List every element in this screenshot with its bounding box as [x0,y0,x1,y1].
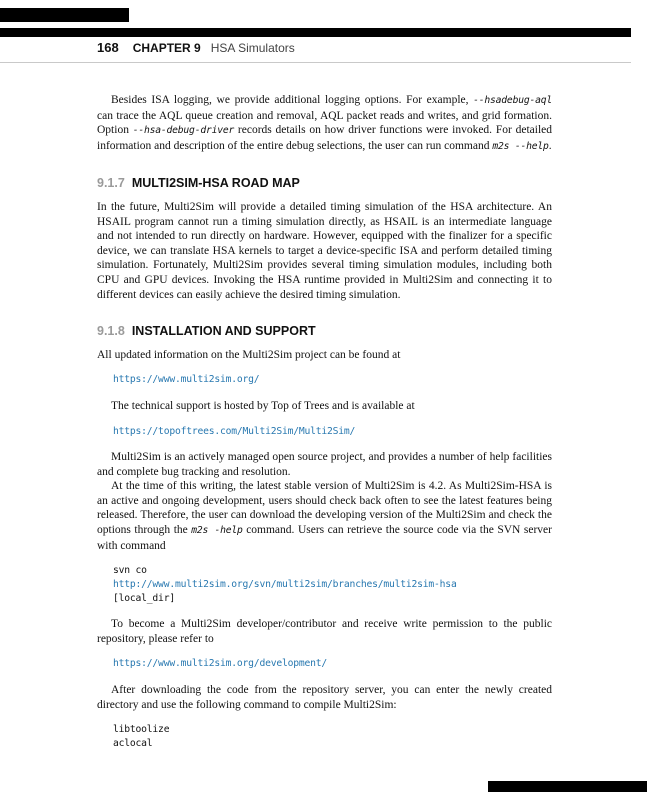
link-multi2sim-development[interactable]: https://www.multi2sim.org/development/ [113,658,328,670]
intro-paragraph: Besides ISA logging, we provide additional logging options. For example, --hsadebug-aql can trace the AQL queue creation and removal, AQL packet reads and writes, and grid formation. Option --hsa-debug-driver records details on how driver functions were invoked. For detailed information and description of the entire debug selections, the user can run command m2s --help. [97,94,552,152]
allinfo-paragraph: All updated information on the Multi2Sim project can be found at [97,348,401,361]
chapter-label: CHAPTER 9 [132,41,201,55]
section-title: MULTI2SIM-HSA ROAD MAP [131,176,300,191]
section-heading-install [97,324,552,339]
section-number: 9.1.8 [97,324,125,339]
link-multi2sim-home[interactable]: https://www.multi2sim.org/ [113,374,260,386]
support-paragraph: The technical support is hosted by Top of Trees and is available at [111,399,415,412]
page-number: 168 [97,40,119,55]
bottom-bar [488,781,647,792]
page-content [97,93,552,762]
section-number: 9.1.7 [97,176,125,191]
svn-code-block: svn co http://www.multi2sim.org/svn/multi2sim/branches/multi2sim-hsa [local_dir] [113,565,457,605]
developer-paragraph: To become a Multi2Sim developer/contributor and receive write permission to the public repository, please refer to [97,618,552,645]
version-paragraph: At the time of this writing, the latest stable version of Multi2Sim is 4.2. As Multi2Sim-HSA is an active and ongoing development, users should check back often to see the latest features being released. Therefore, the user can download the developing version of the Multi2Sim and check the options through the m2s -help command. Users can retrieve the source code via the SVN server with command [97,480,552,552]
running-head [0,40,631,63]
compile-code-block: libtoolize aclocal [113,724,170,750]
active-project-paragraph: Multi2Sim is an actively managed open source project, and provides a number of help facilities and complete bug tracking and resolution. [97,451,552,478]
compile-paragraph: After downloading the code from the repository server, you can enter the newly created directory and use the following command to compile Multi2Sim: [97,684,552,711]
top-bar-wide [0,28,631,37]
chapter-title: HSA Simulators [210,41,295,55]
link-topoftrees[interactable]: https://topoftrees.com/Multi2Sim/Multi2Sim/ [113,425,356,437]
section-title: INSTALLATION AND SUPPORT [131,324,316,339]
section-heading-roadmap [97,176,552,191]
roadmap-paragraph: In the future, Multi2Sim will provide a detailed timing simulation of the HSA architecture. An HSAIL program cannot run a timing simulation directly, as HSAIL is an intermediate language and not intended to run directly on hardware. However, equipped with the finalizer for a specific device, we can translate HSA kernels to target a device-specific ISA and perform detailed timing simulation. Fortunately, Multi2Sim provides several timing simulation modules, including both CPU and GPU devices. Invoking the HSA runtime provided in Multi2Sim and connecting it to different devices can easily achieve the desired timing simulation. [97,200,552,301]
top-bar-short [0,8,129,22]
